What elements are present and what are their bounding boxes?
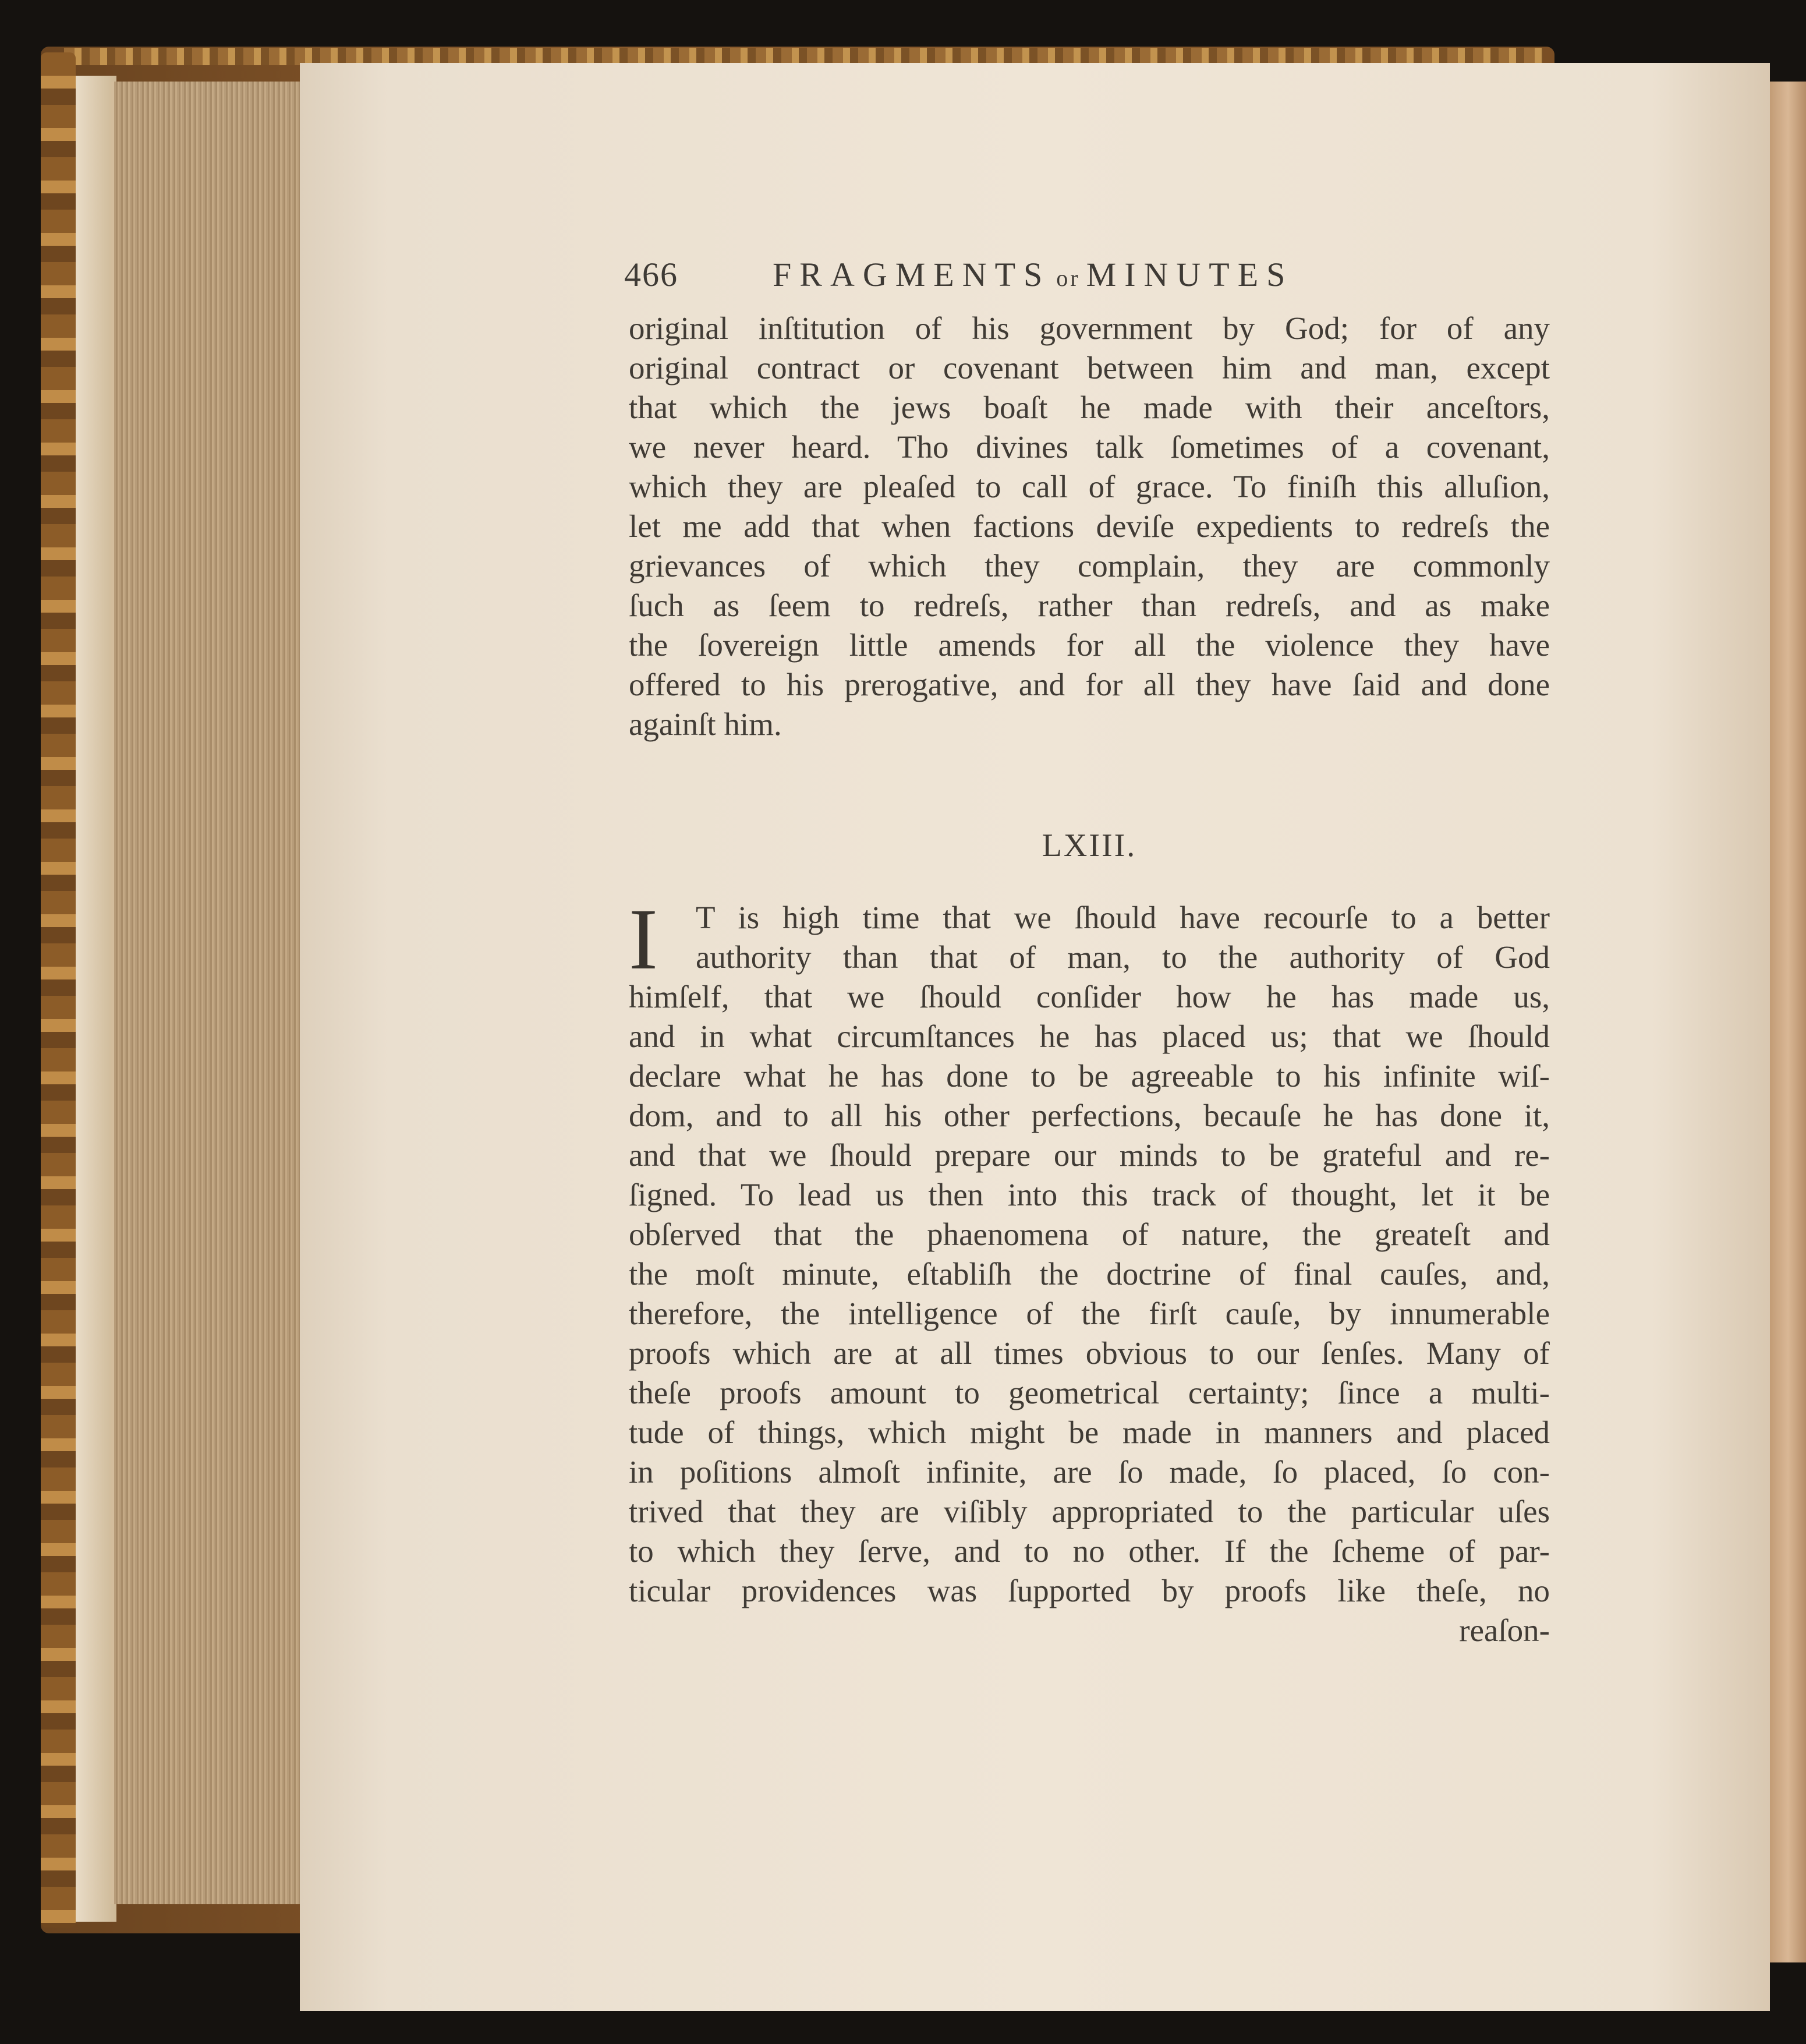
text-line: ticular providences was ſupported by proofs like theſe, no [629,1573,1550,1608]
text-line: to which they ſerve, and to no other. If the ſcheme of par- [629,1533,1550,1569]
text-line: T is high time that we ſhould have recourſe to a better [696,900,1550,935]
text-line: the moſt minute, eſtabliſh the doctrine of final cauſes, and, [629,1256,1550,1292]
section-heading: LXIII. [1042,827,1137,864]
text-line: authority than that of man, to the authority of God [696,939,1550,975]
text-line: proofs which are at all times obvious to our ſenſes. Many of [629,1335,1550,1371]
text-line: trived that they are viſibly appropriated to the particular uſes [629,1494,1550,1529]
text-line: declare what he has done to be agreeable to his infinite wiſ- [629,1058,1550,1094]
text-line: original inſtitution of his government by God; for of any [629,310,1550,346]
running-title-part1: FRAGMENTS [773,256,1051,293]
catchword: reaſon- [1459,1612,1550,1648]
text-line: the ſovereign little amends for all the violence they have [629,627,1550,663]
text-line: obſerved that the phaenomena of nature, the greateſt and [629,1217,1550,1252]
running-title [773,255,1293,294]
text-line: we never heard. Tho divines talk ſometimes of a covenant, [629,429,1550,465]
text-line: tude of things, which might be made in manners and placed [629,1414,1550,1450]
text-line: let me add that when factions deviſe expedients to redreſs the [629,508,1550,544]
text-line: himſelf, that we ſhould conſider how he has made us, [629,979,1550,1014]
text-line: againſt him. [629,706,782,742]
text-line: ſigned. To lead us then into this track of thought, let it be [629,1177,1550,1212]
text-line: that which the jews boaſt he made with their anceſtors, [629,390,1550,425]
text-line: original contract or covenant between him and man, except [629,350,1550,386]
text-line: which they are pleaſed to call of grace. To finiſh this alluſion, [629,469,1550,504]
text-line: in poſitions almoſt infinite, are ſo made, ſo placed, ſo con- [629,1454,1550,1490]
running-title-part2: MINUTES [1086,256,1294,293]
continued-paragraph [629,309,1550,744]
page-edges-stack [111,82,306,1904]
text-line: ſuch as ſeem to redreſs, rather than redreſs, and as make [629,588,1550,623]
running-header [624,255,1433,296]
text-line: dom, and to all his other perfections, becauſe he has done it, [629,1098,1550,1133]
text-line: therefore, the intelligence of the firſt cauſe, by innumerable [629,1296,1550,1331]
drop-cap: I [629,891,658,988]
running-title-or: or [1056,265,1081,291]
facing-page-edge [1770,82,1806,1962]
section-paragraph [629,891,1550,1650]
text-line: offered to his prerogative, and for all they have ſaid and done [629,667,1550,702]
text-line: grievances of which they complain, they are commonly [629,548,1550,584]
text-line: theſe proofs amount to geometrical certainty; ſince a multi- [629,1375,1550,1410]
text-line: and in what circumſtances he has placed us; that we ſhould [629,1019,1550,1054]
text-line: and that we ſhould prepare our minds to be grateful and re- [629,1137,1550,1173]
gilt-spine-edge [41,52,76,1928]
page-number: 466 [624,256,678,293]
